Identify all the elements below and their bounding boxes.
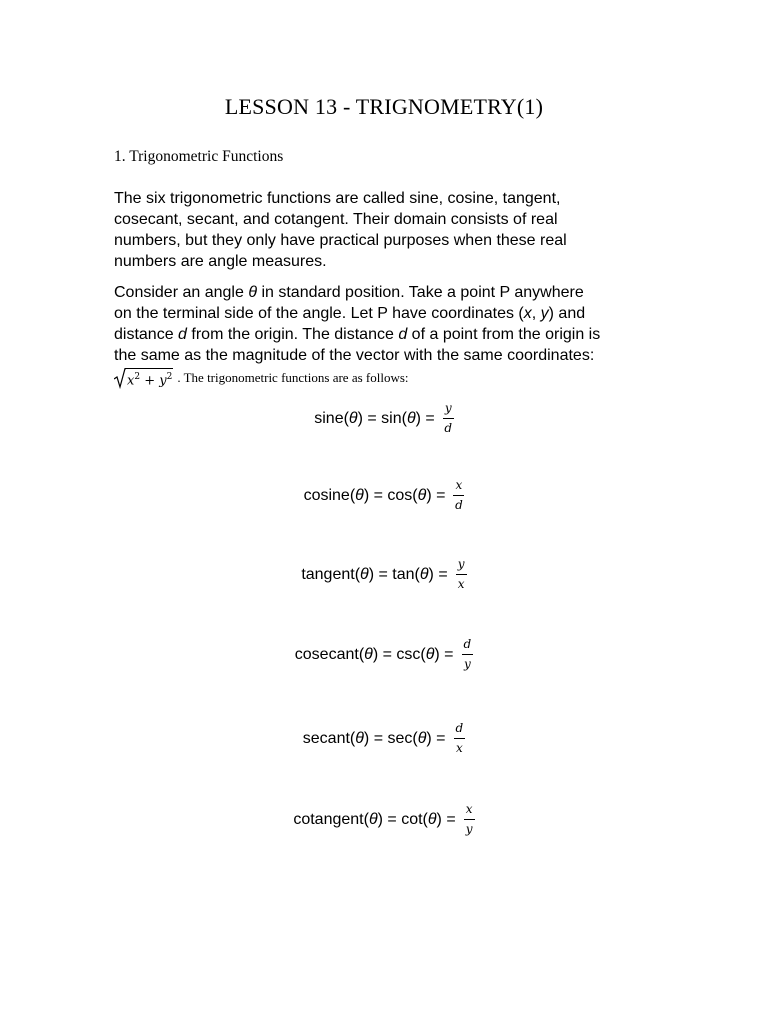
function-name: secant	[302, 729, 350, 747]
text-span: on the terminal side of the angle. Let P have coordinates (	[114, 305, 524, 322]
page-title: LESSON 13 - TRIGNOMETRY(1)	[224, 94, 544, 119]
function-name: tangent	[301, 565, 355, 583]
x-variable: x	[523, 305, 532, 322]
function-name: sine	[314, 409, 344, 427]
plus-sign: +	[140, 373, 160, 389]
d-variable: d	[178, 326, 187, 343]
definition-paragraph	[114, 282, 654, 366]
sqrt-radicand	[126, 368, 173, 389]
intro-line: cosecant, secant, and cotangent. Their domain consists of real	[114, 211, 558, 228]
tail-text: . The trigonometric functions are as follows:	[177, 370, 409, 385]
fraction	[464, 803, 475, 836]
denominator: d	[444, 421, 453, 435]
definition-line	[114, 324, 654, 345]
x-variable: x	[127, 373, 135, 389]
theta-symbol: θ	[427, 810, 437, 828]
denominator: y	[463, 657, 471, 671]
function-abbr: tan	[392, 565, 415, 583]
numerator: x	[455, 478, 463, 492]
function-abbr: sin	[381, 409, 402, 427]
sqrt-formula	[114, 366, 173, 390]
d-variable: d	[398, 326, 408, 343]
fraction	[456, 558, 467, 591]
function-label: cotangent(θ) = cot(θ) =	[293, 810, 456, 828]
fraction	[453, 479, 464, 512]
theta-symbol: θ	[417, 729, 427, 747]
intro-line: The six trigonometric functions are called sine, cosine, tangent,	[114, 190, 561, 207]
numerator: d	[455, 721, 464, 735]
function-label: cosecant(θ) = csc(θ) =	[294, 645, 454, 663]
function-label: cosine(θ) = cos(θ) =	[303, 486, 446, 504]
radical-sign-icon	[114, 366, 126, 390]
theta-symbol: θ	[248, 284, 257, 301]
function-abbr: cos	[387, 486, 413, 504]
denominator: d	[455, 498, 463, 512]
text-span: in standard position. Take a point P anywhere	[257, 284, 584, 301]
theta-symbol: θ	[355, 486, 364, 504]
function-row-cotangent	[0, 803, 768, 836]
text-span: of a point from the origin is	[407, 326, 601, 343]
numerator: y	[444, 401, 452, 415]
text-span: Consider an angle	[114, 284, 249, 301]
intro-line: numbers, but they only have practical purposes when these real	[114, 232, 567, 249]
fraction	[443, 402, 454, 435]
denominator: x	[455, 741, 463, 755]
function-row-sine	[0, 402, 768, 435]
definition-line: the same as the magnitude of the vector with the same coordinates:	[114, 347, 595, 364]
intro-line: numbers are angle measures.	[114, 253, 327, 270]
y-variable: y	[159, 373, 167, 389]
formula-line	[114, 364, 409, 392]
theta-symbol: θ	[348, 409, 358, 427]
intro-paragraph	[114, 188, 654, 272]
definition-line	[114, 303, 654, 324]
text-span: from the origin. The distance	[186, 326, 399, 343]
exponent: 2	[134, 372, 141, 382]
function-row-cosine	[0, 479, 768, 512]
numerator: x	[465, 802, 473, 816]
function-row-tangent	[0, 558, 768, 591]
theta-symbol: θ	[364, 645, 373, 663]
theta-symbol: θ	[419, 565, 429, 583]
function-row-secant	[0, 722, 768, 755]
theta-symbol: θ	[417, 486, 427, 504]
function-abbr: sec	[387, 729, 413, 747]
function-label: sine(θ) = sin(θ) =	[314, 409, 435, 427]
function-name: cotangent	[293, 810, 364, 828]
function-abbr: cot	[401, 810, 423, 828]
function-label: secant(θ) = sec(θ) =	[302, 729, 446, 747]
function-name: cosecant	[294, 645, 359, 663]
theta-symbol: θ	[406, 409, 416, 427]
y-variable: y	[540, 305, 549, 322]
theta-symbol: θ	[368, 810, 378, 828]
denominator: x	[457, 577, 465, 591]
function-abbr: csc	[396, 645, 421, 663]
function-label: tangent(θ) = tan(θ) =	[301, 565, 448, 583]
numerator: y	[457, 557, 465, 571]
theta-symbol: θ	[360, 565, 369, 583]
fraction	[454, 722, 466, 755]
text-span: ) and	[548, 305, 586, 322]
section-heading: 1. Trigonometric Functions	[114, 148, 284, 165]
theta-symbol: θ	[425, 645, 435, 663]
function-row-cosecant	[0, 638, 768, 671]
text-span: distance	[114, 326, 179, 343]
text-span: ,	[531, 305, 541, 322]
fraction	[462, 638, 474, 671]
exponent: 2	[166, 372, 173, 382]
definition-line	[114, 282, 654, 303]
function-name: cosine	[303, 486, 350, 504]
denominator: y	[465, 822, 473, 836]
theta-symbol: θ	[355, 729, 364, 747]
numerator: d	[463, 637, 472, 651]
